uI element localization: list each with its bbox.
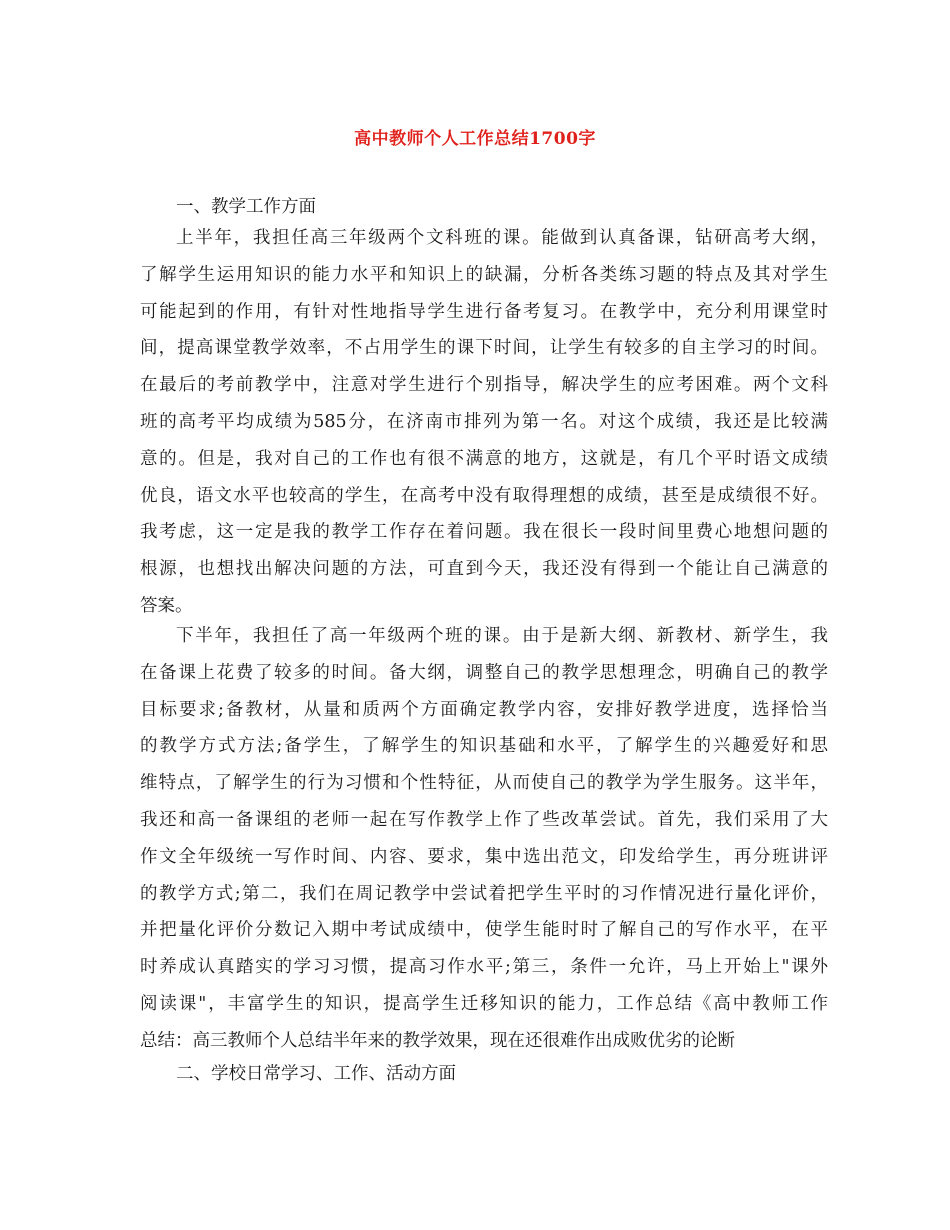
text-line: 意的。但是，我对自己的工作也有很不满意的地方，这就是，有几个平时语文成绩	[140, 448, 828, 469]
document-title: 高中教师个人工作总结1700字	[354, 129, 596, 149]
text-line: 了解学生运用知识的能力水平和知识上的缺漏，分析各类练习题的特点及其对学生	[140, 264, 828, 285]
paragraph-second-half-year	[140, 618, 828, 1060]
section-heading-school-activities: 二、学校日常学习、工作、活动方面	[176, 1064, 456, 1084]
text-line: 的教学方式方法;备学生，了解学生的知识基础和水平，了解学生的兴趣爱好和思	[140, 736, 828, 757]
text-line: 可能起到的作用，有针对性地指导学生进行备考复习。在教学中，充分利用课堂时	[140, 301, 828, 322]
text-line: 间，提高课堂教学效率，不占用学生的课下时间，让学生有较多的自主学习的时间。	[140, 338, 828, 359]
text-line: 答案。	[140, 595, 193, 616]
text-line: 我考虑，这一定是我的教学工作存在着问题。我在很长一段时间里费心地想问题的	[140, 522, 828, 543]
text-line: 的教学方式;第二，我们在周记教学中尝试着把学生平时的习作情况进行量化评价，	[140, 883, 828, 904]
text-line: 优良，语文水平也较高的学生，在高考中没有取得理想的成绩，甚至是成绩很不好。	[140, 485, 828, 506]
text-line: 总结：高三教师个人总结半年来的教学效果，现在还很难作出成败优劣的论断	[140, 1030, 735, 1051]
text-line: 下半年，我担任了高一年级两个班的课。由于是新大纲、新教材、新学生，我	[176, 626, 828, 646]
section-heading-teaching: 一、教学工作方面	[176, 197, 316, 217]
text-line: 目标要求;备教材，从量和质两个方面确定教学内容，安排好教学进度，选择恰当	[140, 699, 828, 720]
text-line: 在最后的考前教学中，注意对学生进行个别指导，解决学生的应考困难。两个文科	[140, 375, 828, 396]
text-line: 根源，也想找出解决问题的方法，可直到今天，我还没有得到一个能让自己满意的	[140, 559, 828, 580]
paragraph-first-half-year	[140, 220, 828, 625]
text-line: 在备课上花费了较多的时间。备大纲，调整自己的教学思想理念，明确自己的教学	[140, 662, 828, 683]
text-line: 作文全年级统一写作时间、内容、要求，集中选出范文，印发给学生，再分班讲评	[140, 846, 828, 867]
text-line: 阅读课"，丰富学生的知识，提高学生迁移知识的能力，工作总结《高中教师工作	[140, 993, 828, 1014]
text-line: 时养成认真踏实的学习习惯，提高习作水平;第三，条件一允许，马上开始上"课外	[140, 957, 828, 978]
text-line: 我还和高一备课组的老师一起在写作教学上作了些改革尝试。首先，我们采用了大	[140, 809, 828, 830]
text-line: 上半年，我担任高三年级两个文科班的课。能做到认真备课，钻研高考大纲，	[176, 228, 828, 248]
text-line: 班的高考平均成绩为585分，在济南市排列为第一名。对这个成绩，我还是比较满	[140, 411, 828, 432]
text-line: 维特点，了解学生的行为习惯和个性特征，从而使自己的教学为学生服务。这半年，	[140, 773, 828, 794]
text-line: 并把量化评价分数记入期中考试成绩中，使学生能时时了解自己的写作水平，在平	[140, 920, 828, 941]
